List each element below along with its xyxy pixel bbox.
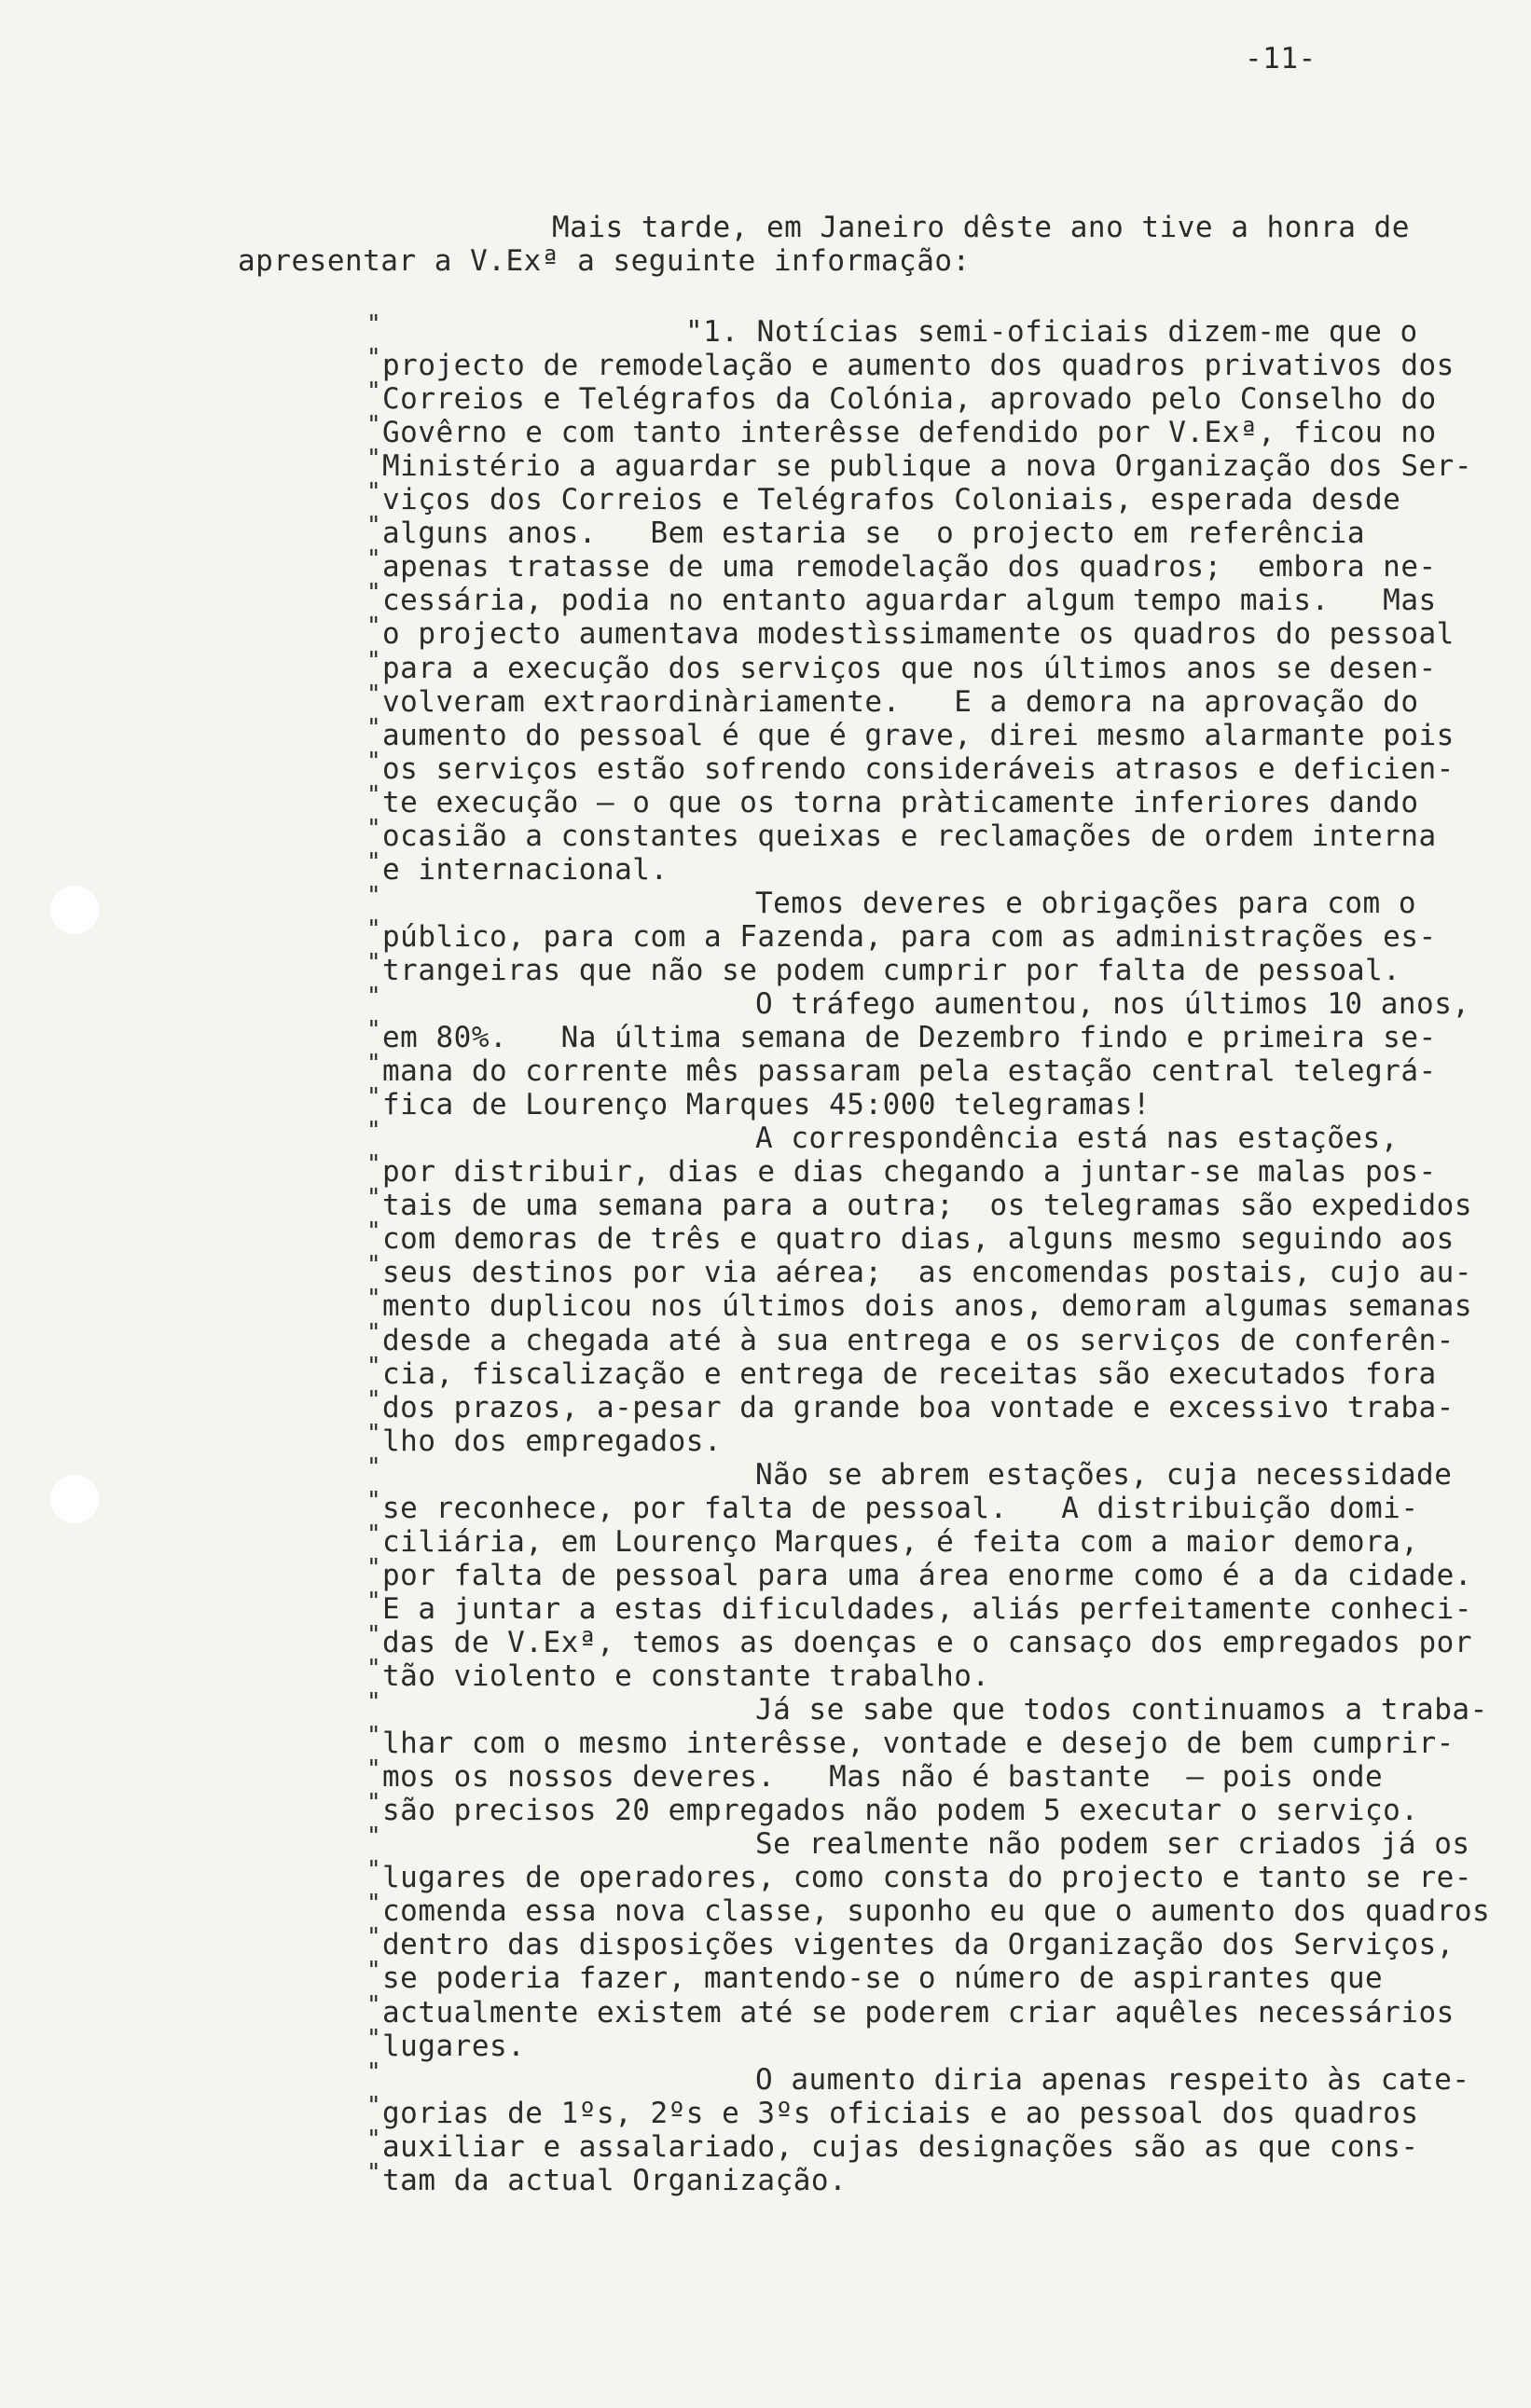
- margin-quote-mark: ": [366, 1688, 382, 1717]
- punch-hole: [48, 1473, 101, 1525]
- margin-quote-mark: ": [366, 378, 382, 406]
- body-line: trangeiras que não se podem cumprir por falta de pessoal.: [382, 953, 1401, 987]
- margin-quote-mark: ": [366, 1016, 382, 1045]
- body-line: em 80%. Na última semana de Dezembro findo e primeira se-: [382, 1021, 1437, 1055]
- body-line: tam da actual Organização.: [382, 2163, 848, 2197]
- body-line: Govêrno e com tanto interêsse defendido por V.Exª, ficou no: [382, 416, 1437, 450]
- body-line: com demoras de três e quatro dias, alguns mesmo seguindo aos: [382, 1222, 1455, 1257]
- body-line: volveram extraordinàriamente. E a demora na aprovação do: [382, 684, 1419, 719]
- body-line: cessária, podia no entanto aguardar algum tempo mais. Mas: [382, 584, 1437, 618]
- margin-quote-mark: ": [366, 545, 382, 574]
- body-line: lho dos empregados.: [382, 1424, 723, 1458]
- body-line: viços dos Correios e Telégrafos Coloniais, esperada desde: [382, 483, 1401, 517]
- margin-quote-mark: ": [366, 1486, 382, 1515]
- margin-quote-mark: ": [366, 646, 382, 675]
- body-line: actualmente existem até se poderem criar aquêles necessários: [382, 1995, 1455, 2030]
- margin-quote-mark: ": [366, 310, 382, 338]
- margin-quote-mark: ": [366, 1823, 382, 1851]
- page-number: -11-: [1245, 42, 1317, 76]
- margin-quote-mark: ": [366, 478, 382, 507]
- margin-quote-mark: ": [366, 713, 382, 742]
- paragraph-start-line: Se realmente não podem ser criados já os: [755, 1827, 1470, 1862]
- body-line: desde a chegada até à sua entrega e os serviços de conferên-: [382, 1323, 1455, 1357]
- body-line: "1. Notícias semi-oficiais dizem-me que o: [685, 315, 1418, 349]
- body-line: tais de uma semana para a outra; os telegramas são expedidos: [382, 1189, 1472, 1223]
- margin-quote-mark: ": [366, 1890, 382, 1919]
- paragraph-start-line: Não se abrem estações, cuja necessidade: [755, 1457, 1453, 1492]
- margin-quote-mark: ": [366, 2158, 382, 2187]
- body-line: público, para com a Fazenda, para com as administrações es-: [382, 919, 1437, 954]
- margin-quote-mark: ": [366, 1520, 382, 1548]
- body-line: ocasião a constantes queixas e reclamações de ordem interna: [382, 819, 1437, 853]
- margin-quote-mark: ": [366, 983, 382, 1011]
- body-line: Ministério a aguardar se publique a nova Organização dos Ser-: [382, 449, 1472, 484]
- margin-quote-mark: ": [366, 1923, 382, 1952]
- margin-quote-mark: ": [366, 1184, 382, 1213]
- margin-quote-mark: ": [366, 1385, 382, 1414]
- body-line: mos os nossos deveres. Mas não é bastante — pois onde: [382, 1760, 1384, 1795]
- margin-quote-mark: ": [366, 1218, 382, 1246]
- margin-quote-mark: ": [366, 1722, 382, 1751]
- margin-quote-mark: ": [366, 847, 382, 876]
- body-line: aumento do pessoal é que é grave, direi mesmo alarmante pois: [382, 718, 1455, 752]
- margin-quote-mark: ": [366, 1083, 382, 1112]
- intro-line: apresentar a V.Exª a seguinte informação:: [238, 244, 971, 278]
- margin-quote-mark: ": [366, 780, 382, 809]
- body-line: se poderia fazer, mantendo-se o número de aspirantes que: [382, 1961, 1384, 1996]
- margin-quote-mark: ": [366, 2024, 382, 2053]
- body-line: tão violento e constante trabalho.: [382, 1659, 990, 1693]
- body-line: comenda essa nova classe, suponho eu que o aumento dos quadros: [382, 1894, 1491, 1929]
- body-line: para a execução dos serviços que nos últimos anos se desen-: [382, 651, 1437, 685]
- margin-quote-mark: ": [366, 579, 382, 608]
- margin-quote-mark: ": [366, 1419, 382, 1448]
- margin-quote-mark: ": [366, 1655, 382, 1683]
- body-line: dentro das disposições vigentes da Organização dos Serviços,: [382, 1928, 1455, 1962]
- margin-quote-mark: ": [366, 1957, 382, 1986]
- body-line: auxiliar e assalariado, cujas designações são as que cons-: [382, 2129, 1419, 2164]
- margin-quote-mark: ": [366, 881, 382, 910]
- margin-quote-mark: ": [366, 1755, 382, 1784]
- intro-line: Mais tarde, em Janeiro dêste ano tive a honra de: [552, 211, 1410, 244]
- body-line: alguns anos. Bem estaria se o projecto em referência: [382, 516, 1365, 551]
- body-line: E a juntar a estas dificuldades, aliás perfeitamente conheci-: [382, 1591, 1472, 1626]
- margin-quote-mark: ": [366, 1318, 382, 1347]
- paragraph-start-line: O tráfego aumentou, nos últimos 10 anos,: [755, 987, 1470, 1021]
- margin-quote-mark: ": [366, 411, 382, 440]
- paragraph-start-line: Já se sabe que todos continuamos a traba-: [755, 1693, 1488, 1727]
- body-line: mento duplicou nos últimos dois anos, demoram algumas semanas: [382, 1289, 1472, 1324]
- body-line: lugares.: [382, 2029, 526, 2063]
- body-line: projecto de remodelação e aumento dos quadros privativos dos: [382, 349, 1455, 383]
- body-line: apenas tratasse de uma remodelação dos quadros; embora ne-: [382, 550, 1437, 585]
- body-line: dos prazos, a-pesar da grande boa vontade e excessivo traba-: [382, 1390, 1455, 1424]
- body-line: se reconhece, por falta de pessoal. A distribuição domi-: [382, 1491, 1419, 1525]
- margin-quote-mark: ": [366, 680, 382, 709]
- paragraph-start-line: Temos deveres e obrigações para com o: [755, 886, 1417, 920]
- body-line: por distribuir, dias e dias chegando a juntar-se malas pos-: [382, 1155, 1437, 1190]
- punch-hole: [48, 884, 101, 936]
- body-line: seus destinos por via aérea; as encomendas postais, cujo au-: [382, 1256, 1472, 1290]
- margin-quote-mark: ": [366, 948, 382, 977]
- margin-quote-mark: ": [366, 612, 382, 641]
- body-line: lugares de operadores, como consta do projecto e tanto se re-: [382, 1861, 1472, 1895]
- margin-quote-mark: ": [366, 1856, 382, 1885]
- margin-quote-mark: ": [366, 1285, 382, 1314]
- margin-quote-mark: ": [366, 1050, 382, 1079]
- body-line: Correios e Telégrafos da Colónia, aprovado pelo Conselho do: [382, 382, 1437, 417]
- margin-quote-mark: ": [366, 1553, 382, 1582]
- margin-quote-mark: ": [366, 1452, 382, 1481]
- body-line: são precisos 20 empregados não podem 5 executar o serviço.: [382, 1794, 1419, 1828]
- body-line: te execução — o que os torna pràticamente inferiores dando: [382, 785, 1419, 819]
- body-line: os serviços estão sofrendo consideráveis atrasos e deficien-: [382, 751, 1455, 786]
- body-line: mana do corrente mês passaram pela estação central telegrá-: [382, 1054, 1437, 1089]
- body-line: fica de Lourenço Marques 45:000 telegramas!: [382, 1088, 1152, 1122]
- body-line: o projecto aumentava modestìssimamente os quadros do pessoal: [382, 617, 1455, 652]
- margin-quote-mark: ": [366, 2091, 382, 2120]
- margin-quote-mark: ": [366, 344, 382, 373]
- margin-quote-mark: ": [366, 512, 382, 541]
- body-line: cia, fiscalização e entrega de receitas são executados fora: [382, 1356, 1437, 1391]
- body-line: das de V.Exª, temos as doenças e o cansaço dos empregados por: [382, 1625, 1472, 1659]
- body-line: por falta de pessoal para uma área enorme como é a da cidade.: [382, 1558, 1472, 1592]
- margin-quote-mark: ": [366, 1789, 382, 1818]
- body-line: lhar com o mesmo interêsse, vontade e desejo de bem cumprir-: [382, 1727, 1455, 1761]
- paragraph-start-line: O aumento diria apenas respeito às cate-: [755, 2062, 1470, 2097]
- margin-quote-mark: ": [366, 915, 382, 943]
- margin-quote-mark: ": [366, 1587, 382, 1616]
- paragraph-start-line: A correspondência está nas estações,: [755, 1121, 1399, 1156]
- margin-quote-mark: ": [366, 2057, 382, 2086]
- margin-quote-mark: ": [366, 1251, 382, 1280]
- margin-quote-mark: ": [366, 1150, 382, 1179]
- body-line: ciliária, em Lourenço Marques, é feita com a maior demora,: [382, 1524, 1419, 1559]
- body-line: e internacional.: [382, 852, 669, 887]
- margin-quote-mark: ": [366, 1117, 382, 1146]
- margin-quote-mark: ": [366, 747, 382, 776]
- margin-quote-mark: ": [366, 1990, 382, 2019]
- margin-quote-mark: ": [366, 814, 382, 843]
- margin-quote-mark: ": [366, 2125, 382, 2153]
- margin-quote-mark: ": [366, 445, 382, 474]
- body-line: gorias de 1ºs, 2ºs e 3ºs oficiais e ao pessoal dos quadros: [382, 2096, 1419, 2130]
- margin-quote-mark: ": [366, 1620, 382, 1649]
- margin-quote-mark: ": [366, 1352, 382, 1381]
